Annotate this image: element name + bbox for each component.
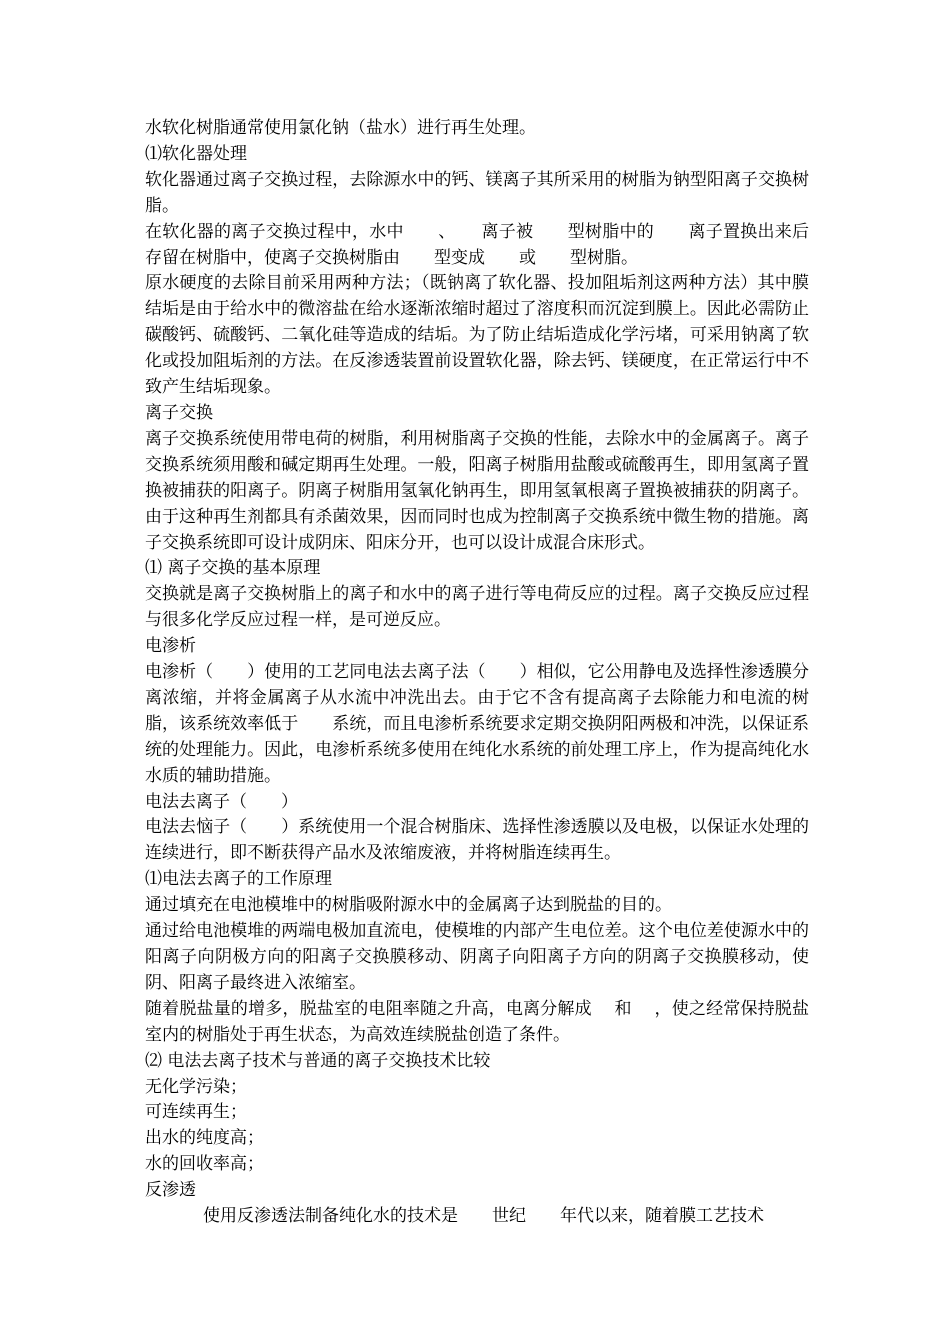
paragraph: 随着脱盐量的增多，脱盐室的电阻率随之升高，电离分解成 和 ，使之经常保持脱盐室内的树脂处于再生状态，为高效连续脱盐创造了条件。	[145, 998, 809, 1045]
section-heading: 离子交换	[145, 402, 213, 423]
paragraph: 离子交换系统使用带电荷的树脂，利用树脂离子交换的性能，去除水中的金属离子。离子交换系统须用酸和碱定期再生处理。一般，阳离子树脂用盐酸或硫酸再生，即用氢离子置换被捕获的阳离子。阴离子树脂用氢氧化钠再生，即用氢氧根离子置换被捕获的阴离子。由于这种再生剂都具有杀菌效果，因而同时也成为控制离子交换系统中微生物的措施。离子交换系统即可设计成阴床、阳床分开，也可以设计成混合床形式。	[145, 428, 809, 553]
section-heading: ⑴软化器处理	[145, 143, 247, 164]
paragraph: 通过给电池模堆的两端电极加直流电，使模堆的内部产生电位差。这个电位差使源水中的阳离子向阴极方向的阳离子交换膜移动、阴离子向阳离子方向的阴离子交换膜移动，使阴、阳离子最终进入浓缩室。	[145, 921, 809, 993]
paragraph: 通过填充在电池模堆中的树脂吸附源水中的金属离子达到脱盐的目的。	[145, 895, 672, 916]
list-item: 无化学污染；	[145, 1076, 247, 1097]
paragraph: 软化器通过离子交换过程，去除源水中的钙、镁离子其所采用的树脂为钠型阳离子交换树脂。	[145, 169, 809, 216]
paragraph: 电渗析（ ）使用的工艺同电法去离子法（ ）相似，它公用静电及选择性渗透膜分离浓缩，并将金属离子从水流中冲洗出去。由于它不含有提高离子去除能力和电流的树脂，该系统效率低于 系统，而且电渗析系统要求定期交换阴阳两极和冲洗，以保证系统的处理能力。因此，电渗析系统多使用在纯化水系统的前处理工序上，作为提高纯化水水质的辅助措施。	[145, 662, 809, 786]
list-item: 水的回收率高；	[145, 1154, 264, 1175]
paragraph: 在软化器的离子交换过程中，水中 、 离子被 型树脂中的 离子置换出来后存留在树脂中，使离子交换树脂由 型变成 或 型树脂。	[145, 221, 809, 268]
paragraph: 原水硬度的去除目前采用两种方法；（既钠离了软化器、投加阻垢剂这两种方法）其中膜结垢是由于给水中的微溶盐在给水逐渐浓缩时超过了溶度积而沉淀到膜上。因此必需防止碳酸钙、硫酸钙、二氧化硅等造成的结垢。为了防止结垢造成化学污堵，可采用钠离了软化或投加阻垢剂的方法。在反渗透装置前设置软化器，除去钙、镁硬度，在正常运行中不致产生结垢现象。	[145, 273, 809, 398]
paragraph: 电法去恼子（ ）系统使用一个混合树脂床、选择性渗透膜以及电极，以保证水处理的连续进行，即不断获得产品水及浓缩废液，并将树脂连续再生。	[145, 817, 809, 864]
document-page	[145, 116, 809, 1230]
section-heading: ⑴ 离子交换的基本原理	[145, 558, 321, 579]
list-item: 出水的纯度高；	[145, 1128, 264, 1149]
section-heading: 反渗透	[145, 1180, 196, 1201]
list-item: 可连续再生；	[145, 1102, 247, 1123]
section-heading: 电渗析	[145, 636, 196, 657]
paragraph: 交换就是离子交换树脂上的离子和水中的离子进行等电荷反应的过程。离子交换反应过程与很多化学反应过程一样，是可逆反应。	[145, 584, 809, 631]
section-heading: 电法去离子（ ）	[145, 791, 298, 812]
paragraph: 使用反渗透法制备纯化水的技术是 世纪 年代以来，随着膜工艺技术	[203, 1206, 764, 1227]
section-heading: ⑴电法去离子的工作原理	[145, 869, 332, 890]
section-heading: ⑵ 电法去离子技术与普通的离子交换技术比较	[145, 1050, 491, 1071]
paragraph: 水软化树脂通常使用氯化钠（盐水）进行再生处理。	[145, 118, 536, 138]
